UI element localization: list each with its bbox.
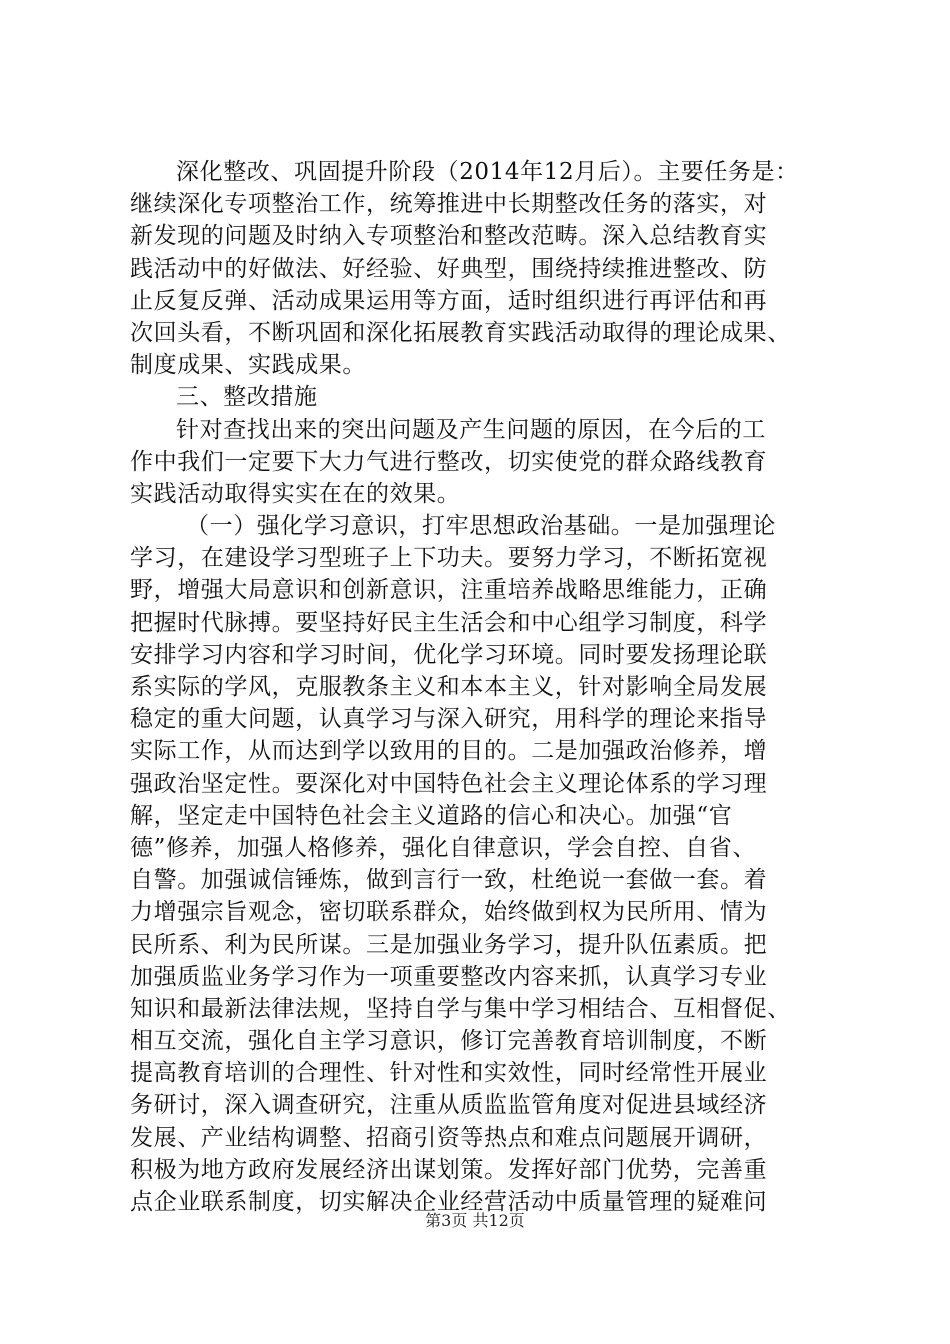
text-line: 安排学习内容和学习时间，优化学习环境。同时要发扬理论联 — [130, 641, 768, 668]
text-line: 民所系、利为民所谋。三是加强业务学习，提升队伍素质。把 — [130, 931, 768, 958]
text-line: 野，增强大局意识和创新意识，注重培养战略思维能力，正确 — [130, 577, 768, 604]
text-line: 实际工作，从而达到学以致用的目的。二是加强政治修养，增 — [130, 738, 768, 765]
text-line: 发展、产业结构调整、招商引资等热点和难点问题展开调研， — [130, 1124, 768, 1151]
text-line: 系实际的学风，克服教条主义和本本主义，针对影响全局发展 — [130, 674, 768, 700]
text-line: 力增强宗旨观念，密切联系群众，始终做到权为民所用、情为 — [130, 899, 768, 926]
text-line: 针对查找出来的突出问题及产生问题的原因，在今后的工 — [176, 416, 766, 443]
text-line: （一）强化学习意识，打牢思想政治基础。一是加强理论 — [186, 513, 776, 540]
text-line: 学习，在建设学习型班子上下功夫。要努力学习，不断拓宽视 — [130, 545, 768, 572]
text-line: 践活动中的好做法、好经验、好典型，围绕持续推进整改、防 — [130, 255, 768, 282]
page-number-footer: 第3页 共12页 — [425, 1211, 525, 1230]
text-line: 新发现的问题及时纳入专项整治和整改范畴。深入总结教育实 — [130, 223, 768, 250]
document-body — [130, 156, 830, 1218]
text-line: 解，坚定走中国特色社会主义道路的信心和决心。加强“官 — [130, 802, 733, 829]
text-line: 积极为地方政府发展经济出谋划策。发挥好部门优势，完善重 — [130, 1156, 768, 1183]
text-line: 作中我们一定要下大力气进行整改，切实使党的群众路线教育 — [130, 448, 768, 475]
text-line: 继续深化专项整治工作，统筹推进中长期整改任务的落实，对 — [130, 191, 768, 218]
text-line: 次回头看，不断巩固和深化拓展教育实践活动取得的理论成果、 — [130, 319, 791, 346]
text-line: 强政治坚定性。要深化对中国特色社会主义理论体系的学习理 — [130, 770, 768, 797]
text-line: 稳定的重大问题，认真学习与深入研究，用科学的理论来指导 — [130, 706, 768, 733]
text-line: 自警。加强诚信锤炼，做到言行一致，杜绝说一套做一套。着 — [130, 867, 768, 894]
text-line: 止反复反弹、活动成果运用等方面，适时组织进行再评估和再 — [130, 287, 768, 314]
text-line: 点企业联系制度，切实解决企业经营活动中质量管理的疑难问 — [130, 1189, 768, 1215]
text-line: 德”修养，加强人格修养，强化自律意识，学会自控、自省、 — [130, 834, 756, 861]
text-line: 制度成果、实践成果。 — [130, 352, 366, 379]
text-line: 知识和最新法律法规，坚持自学与集中学习相结合、互相督促、 — [130, 995, 791, 1022]
text-line: 实践活动取得实实在在的效果。 — [130, 480, 461, 507]
text-line: 相互交流，强化自主学习意识，修订完善教育培训制度，不断 — [130, 1028, 768, 1055]
text-line: 提高教育培训的合理性、针对性和实效性，同时经常性开展业 — [130, 1060, 768, 1087]
text-line: 深化整改、巩固提升阶段（2014年12月后）。主要任务是： — [176, 159, 799, 185]
text-line: 把握时代脉搏。要坚持好民主生活会和中心组学习制度，科学 — [130, 609, 768, 636]
text-line: 务研讨，深入调查研究，注重从质监监管角度对促进县域经济 — [130, 1092, 768, 1119]
section-heading: 三、整改措施 — [176, 384, 318, 411]
text-line: 加强质监业务学习作为一项重要整改内容来抓，认真学习专业 — [130, 963, 768, 990]
